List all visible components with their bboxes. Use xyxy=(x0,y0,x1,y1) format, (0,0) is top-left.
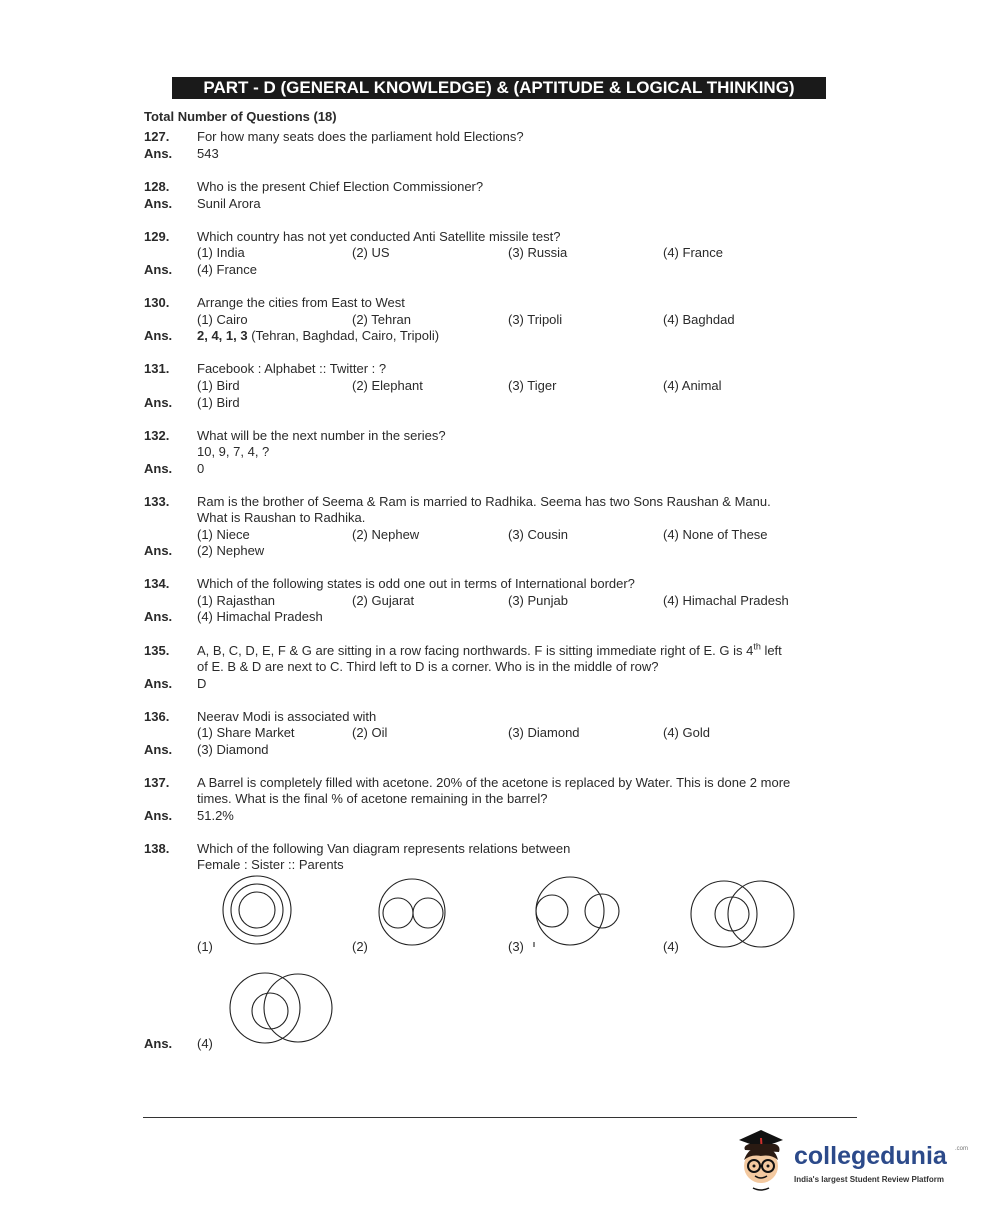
answer-text: Sunil Arora xyxy=(197,196,261,211)
option-4: (4) xyxy=(663,939,679,954)
answer-label: Ans. xyxy=(144,676,173,691)
question-number: 130. xyxy=(144,295,170,310)
question-text: For how many seats does the parliament hold Elections? xyxy=(197,129,524,144)
option-1: (1) Niece xyxy=(197,527,250,542)
question-text-line2: of E. B & D are next to C. Third left to D is a corner. Who is in the middle of row? xyxy=(197,659,659,674)
question-number: 137. xyxy=(144,775,170,790)
question-text: Arrange the cities from East to West xyxy=(197,295,405,310)
answer-order: 2, 4, 1, 3 xyxy=(197,328,248,343)
answer-text: 0 xyxy=(197,461,205,476)
brand-tagline: India's largest Student Review Platform xyxy=(794,1175,944,1184)
question-number: 129. xyxy=(144,229,170,244)
question-number: 128. xyxy=(144,179,170,194)
total-questions: Total Number of Questions (18) xyxy=(144,109,337,124)
mascot-logo-icon xyxy=(735,1126,795,1196)
answer-label: Ans. xyxy=(144,395,173,410)
option-3: (3) xyxy=(508,939,524,954)
question-text: Facebook : Alphabet :: Twitter : ? xyxy=(197,361,387,376)
answer-text: (3) Diamond xyxy=(197,742,269,757)
answer-label: Ans. xyxy=(144,262,173,277)
question-text-line2: times. What is the final % of acetone remaining in the barrel? xyxy=(197,791,548,806)
ordinal-suffix: th xyxy=(753,641,761,652)
question-number: 138. xyxy=(144,841,170,856)
answer-label: Ans. xyxy=(144,328,173,343)
option-3: (3) Diamond xyxy=(508,725,580,740)
option-1: (1) Bird xyxy=(197,378,240,393)
venn-diagram-1 xyxy=(223,876,291,944)
question-number: 136. xyxy=(144,709,170,724)
answer-label: Ans. xyxy=(144,609,173,624)
option-4: (4) Gold xyxy=(663,725,710,740)
answer-label: Ans. xyxy=(144,742,173,757)
option-4: (4) None of These xyxy=(663,527,768,542)
answer-text: (4) xyxy=(197,1036,213,1051)
brand-name: collegedunia xyxy=(794,1142,947,1170)
option-4: (4) Himachal Pradesh xyxy=(663,593,789,608)
option-1: (1) Cairo xyxy=(197,312,248,327)
question-text: A Barrel is completely filled with acetone. 20% of the acetone is replaced by Water. This is done 2 more xyxy=(197,775,791,790)
option-3: (3) Tiger xyxy=(508,378,557,393)
question-number: 132. xyxy=(144,428,170,443)
answer-text: (1) Bird xyxy=(197,395,240,410)
answer-label: Ans. xyxy=(144,461,173,476)
answer-text: 51.2% xyxy=(197,808,234,823)
option-2: (2) Oil xyxy=(352,725,388,740)
option-4: (4) Baghdad xyxy=(663,312,735,327)
answer-text: (2) Nephew xyxy=(197,543,265,558)
answer-detail: (Tehran, Baghdad, Cairo, Tripoli) xyxy=(247,328,440,343)
question-text: Which of the following Van diagram represents relations between xyxy=(197,841,571,856)
option-2: (2) xyxy=(352,939,368,954)
option-3: (3) Tripoli xyxy=(508,312,563,327)
answer-text: D xyxy=(197,676,207,691)
question-number: 127. xyxy=(144,129,170,144)
section-title: PART - D (GENERAL KNOWLEDGE) & (APTITUDE & LOGICAL THINKING) xyxy=(172,77,826,99)
answer-label: Ans. xyxy=(144,543,173,558)
question-text-end: left xyxy=(760,643,782,658)
question-text: What will be the next number in the series? xyxy=(197,428,446,443)
option-1: (1) India xyxy=(197,245,245,260)
footer-divider xyxy=(143,1117,857,1118)
venn-diagram-2 xyxy=(379,879,445,945)
option-1: (1) xyxy=(197,939,213,954)
option-1: (1) Share Market xyxy=(197,725,295,740)
question-text: Neerav Modi is associated with xyxy=(197,709,377,724)
question-number: 135. xyxy=(144,643,170,658)
answer-text: 543 xyxy=(197,146,219,161)
option-4: (4) France xyxy=(663,245,723,260)
question-text-line2: Female : Sister :: Parents xyxy=(197,857,344,872)
question-text-line2: What is Raushan to Radhika. xyxy=(197,510,366,525)
question-number: 134. xyxy=(144,576,170,591)
option-2: (2) Tehran xyxy=(352,312,412,327)
question-text: Ram is the brother of Seema & Ram is married to Radhika. Seema has two Sons Raushan & Manu. xyxy=(197,494,771,509)
option-2: (2) Nephew xyxy=(352,527,420,542)
answer-label: Ans. xyxy=(144,146,173,161)
question-text: Who is the present Chief Election Commissioner? xyxy=(197,179,484,194)
option-4: (4) Animal xyxy=(663,378,722,393)
option-1: (1) Rajasthan xyxy=(197,593,276,608)
question-text-main: A, B, C, D, E, F & G are sitting in a row facing northwards. F is sitting immediate right of E. G is 4 xyxy=(197,643,754,658)
question-number: 133. xyxy=(144,494,170,509)
venn-diagram-3 xyxy=(534,877,619,947)
question-text-line2: 10, 9, 7, 4, ? xyxy=(197,444,270,459)
answer-text: (4) Himachal Pradesh xyxy=(197,609,323,624)
venn-diagram-4 xyxy=(691,881,794,947)
question-number: 131. xyxy=(144,361,170,376)
answer-label: Ans. xyxy=(144,1036,173,1051)
brand-suffix: .com xyxy=(955,1146,969,1152)
question-text: Which of the following states is odd one out in terms of International border? xyxy=(197,576,635,591)
option-2: (2) US xyxy=(352,245,390,260)
answer-label: Ans. xyxy=(144,196,173,211)
option-2: (2) Elephant xyxy=(352,378,423,393)
option-3: (3) Cousin xyxy=(508,527,568,542)
option-3: (3) Punjab xyxy=(508,593,568,608)
answer-label: Ans. xyxy=(144,808,173,823)
option-2: (2) Gujarat xyxy=(352,593,415,608)
answer-text: (4) France xyxy=(197,262,257,277)
venn-diagram-5 xyxy=(230,973,332,1043)
option-3: (3) Russia xyxy=(508,245,568,260)
question-text: Which country has not yet conducted Anti Satellite missile test? xyxy=(197,229,561,244)
